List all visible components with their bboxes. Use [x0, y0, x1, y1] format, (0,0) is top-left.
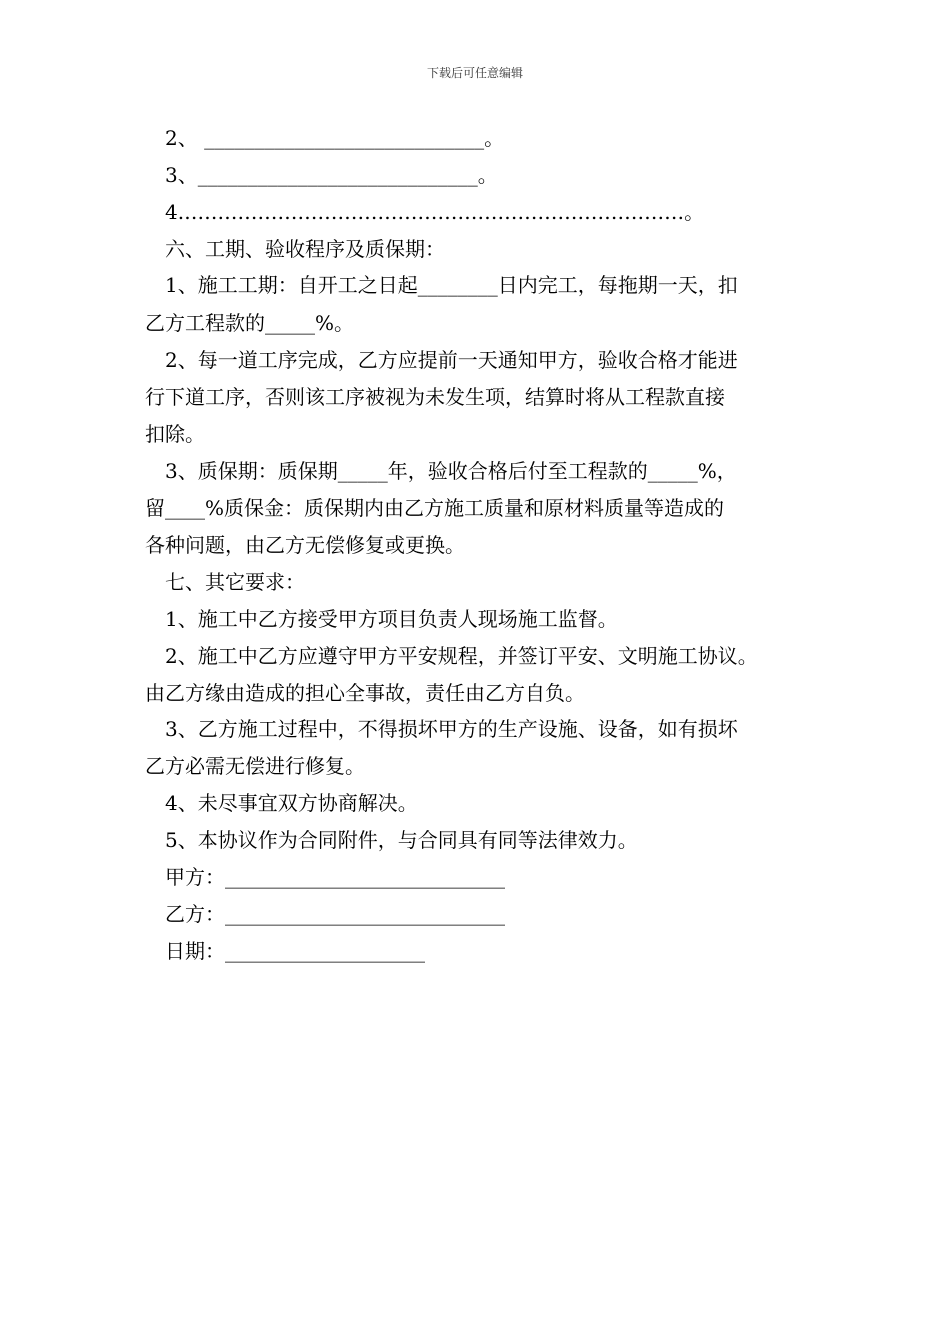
signature-date: 日期：____________________ — [165, 939, 425, 963]
signature-party-a: 甲方：____________________________ — [165, 865, 505, 889]
list-item-4: 4.…………………………………………………………………。 — [165, 200, 705, 224]
signature-party-b: 乙方：____________________________ — [165, 902, 505, 926]
page-header: 下载后可任意编辑 — [426, 66, 523, 80]
list-item-3: 3、____________________________。 — [165, 163, 498, 187]
paragraph-line: 各种问题，由乙方无偿修复或更换。 — [145, 533, 465, 557]
paragraph-line: 4、未尽事宜双方协商解决。 — [165, 791, 418, 815]
section-heading-7: 七、其它要求： — [165, 570, 305, 594]
paragraph-line: 5、本协议作为合同附件，与合同具有同等法律效力。 — [165, 828, 638, 852]
section-heading-6: 六、工期、验收程序及质保期： — [165, 237, 445, 261]
paragraph-line: 留____%质保金：质保期内由乙方施工质量和原材料质量等造成的 — [145, 496, 725, 520]
paragraph-line: 3、乙方施工过程中，不得损坏甲方的生产设施、设备，如有损坏 — [165, 717, 738, 741]
paragraph-line: 3、质保期：质保期_____年，验收合格后付至工程款的_____%， — [165, 459, 737, 483]
paragraph-line: 行下道工序，否则该工序被视为未发生项，结算时将从工程款直接 — [145, 385, 725, 409]
paragraph-line: 乙方必需无偿进行修复。 — [145, 754, 365, 778]
paragraph-line: 由乙方缘由造成的担心全事故，责任由乙方自负。 — [145, 681, 585, 705]
paragraph-line: 1、施工工期：自开工之日起________日内完工，每拖期一天，扣 — [165, 273, 738, 297]
paragraph-line: 扣除。 — [145, 422, 205, 446]
paragraph-line: 乙方工程款的_____%。 — [145, 311, 355, 335]
paragraph-line: 2、施工中乙方应遵守甲方平安规程，并签订平安、文明施工协议。 — [165, 644, 758, 668]
paragraph-line: 1、施工中乙方接受甲方项目负责人现场施工监督。 — [165, 607, 618, 631]
paragraph-line: 2、每一道工序完成，乙方应提前一天通知甲方，验收合格才能进 — [165, 348, 738, 372]
list-item-2: 2、 ____________________________。 — [165, 126, 505, 150]
